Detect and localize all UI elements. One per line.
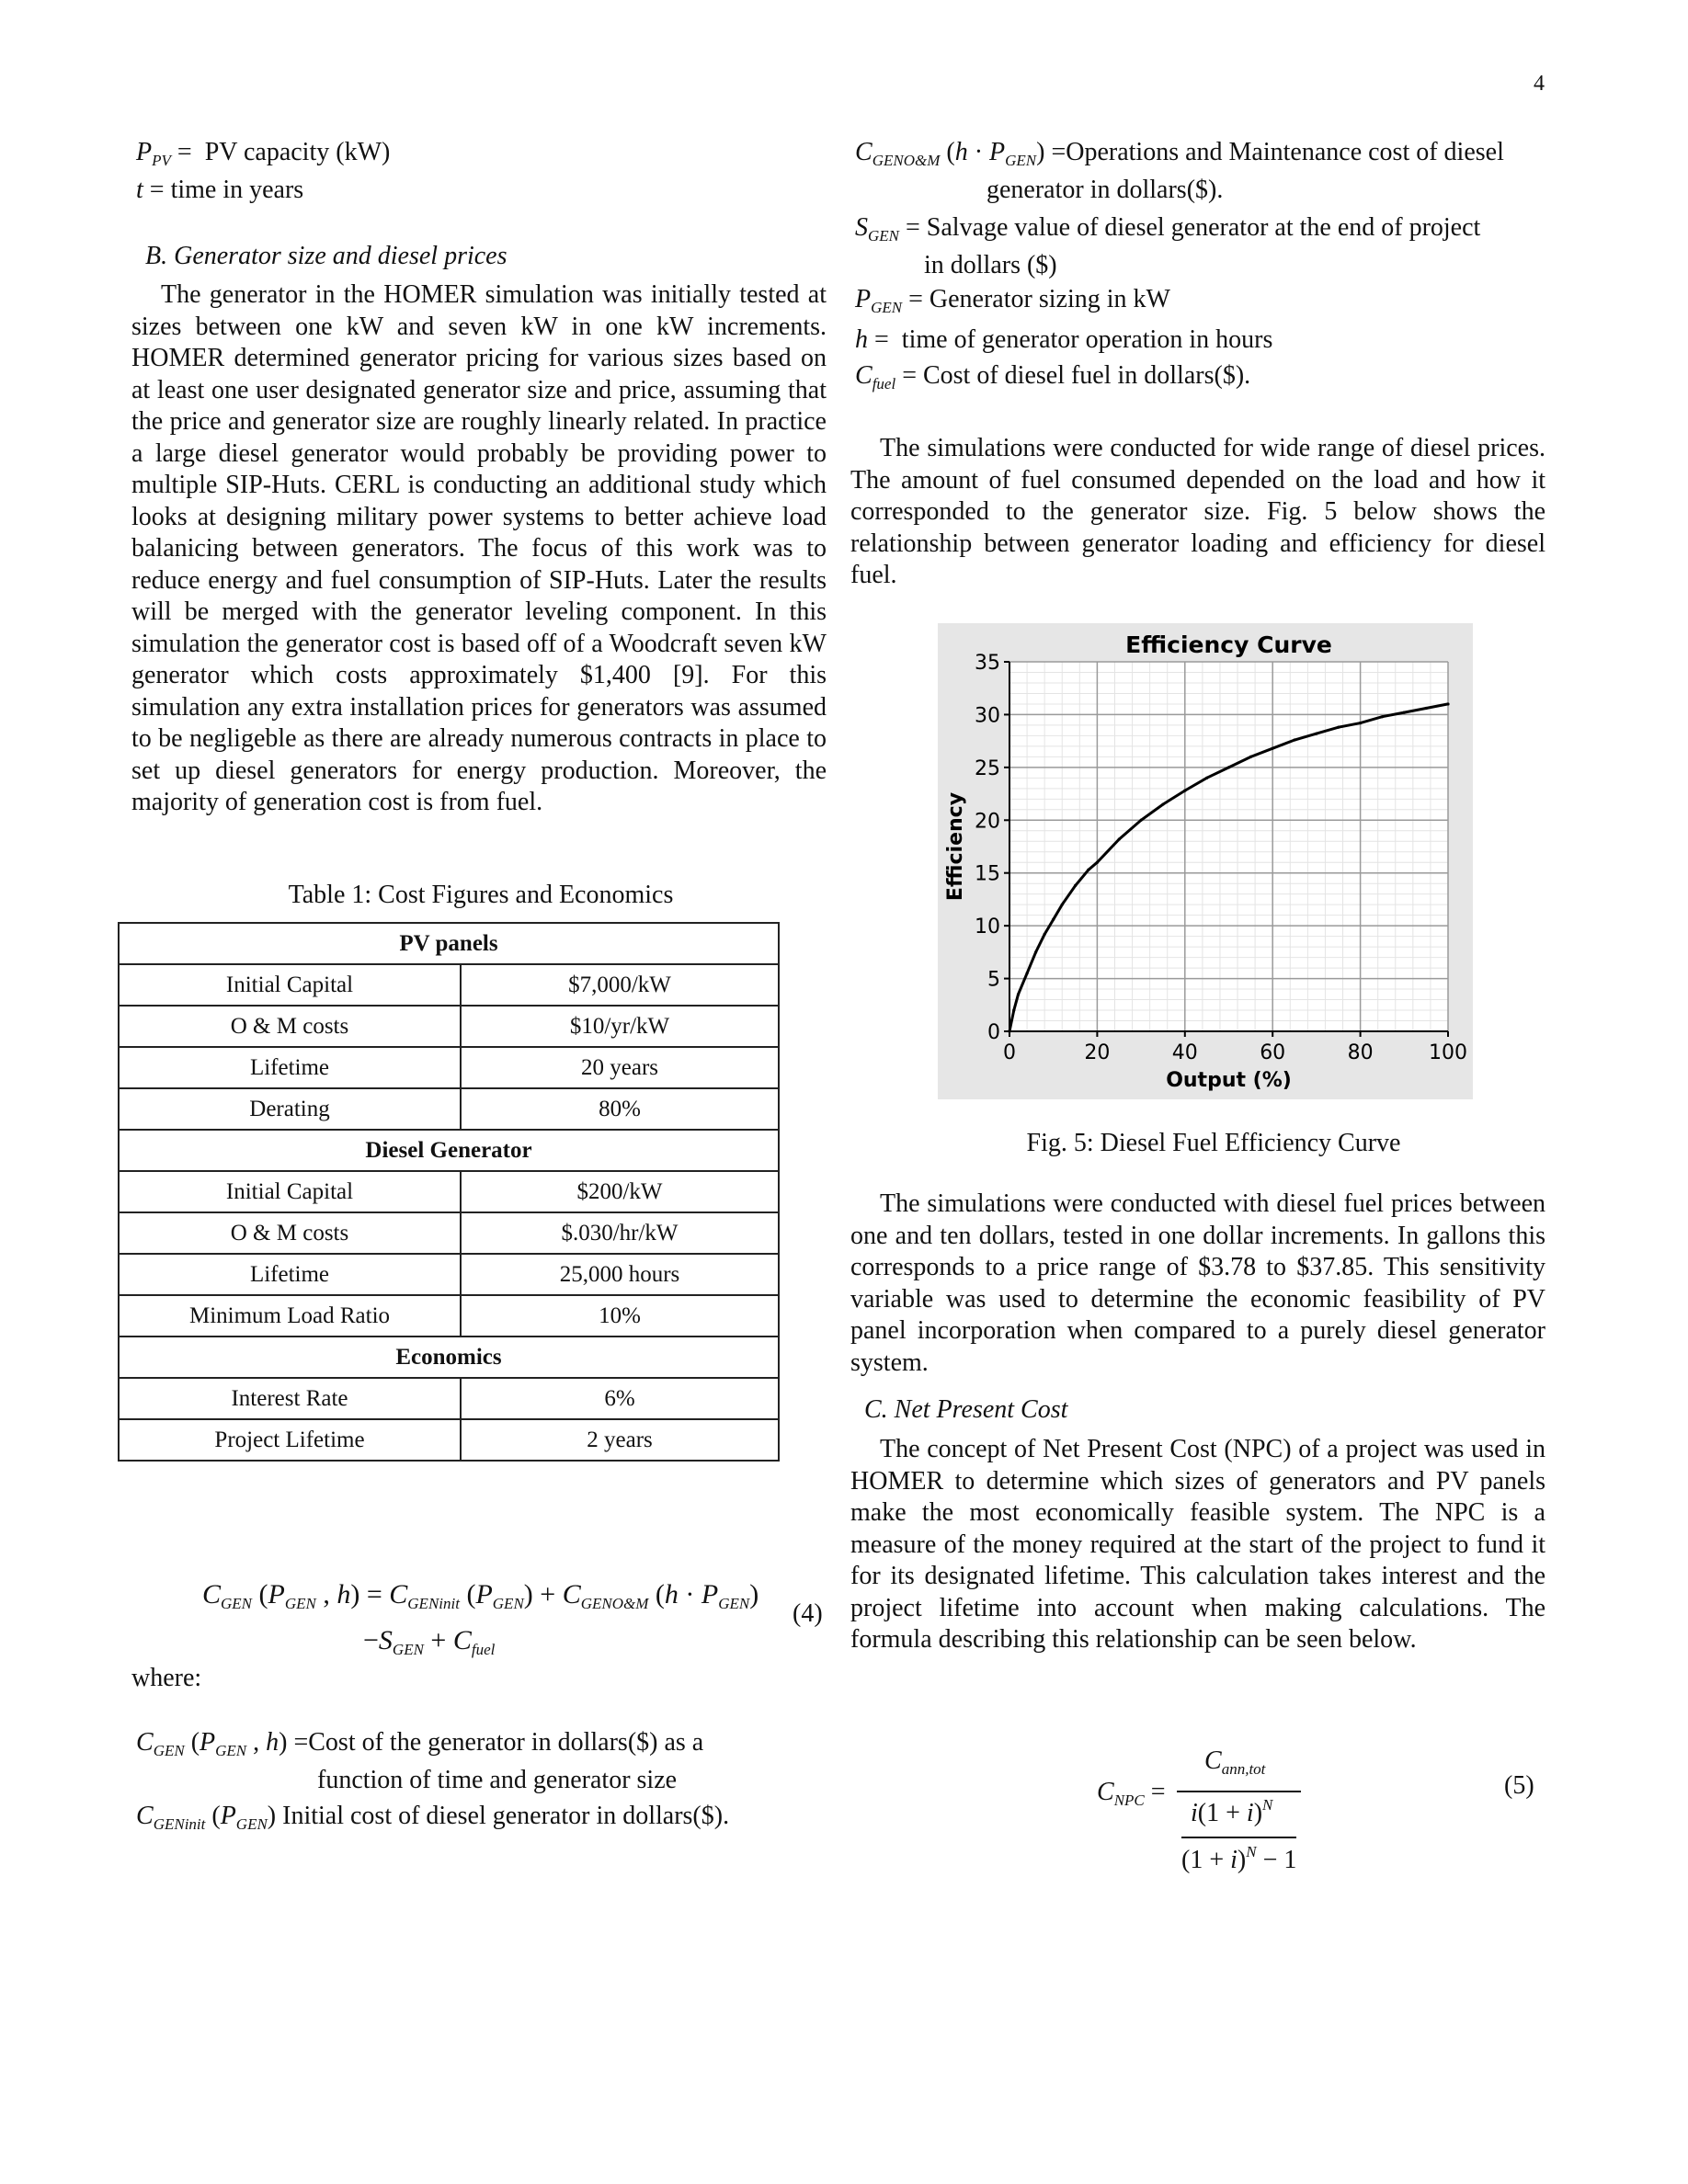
table-cell-value: 6%	[461, 1378, 779, 1419]
efficiency-data-point	[1315, 733, 1317, 735]
efficiency-data-point	[1008, 1029, 1010, 1032]
page-number: 4	[1534, 72, 1545, 96]
table-cell-value: $200/kW	[461, 1171, 779, 1212]
efficiency-data-point	[1425, 707, 1428, 710]
table-cell-value: 80%	[461, 1088, 779, 1130]
efficiency-data-point	[1183, 790, 1186, 792]
efficiency-data-point	[1161, 802, 1164, 805]
x-tick-label: 100	[1429, 1041, 1467, 1064]
eq5-outer-fraction-bar	[1177, 1791, 1301, 1792]
efficiency-data-point	[1025, 972, 1028, 974]
y-tick-label: 35	[975, 652, 1000, 675]
x-tick-label: 40	[1171, 1041, 1198, 1064]
chart-title: Efficiency Curve	[1125, 631, 1332, 658]
table-cell-value: 10%	[461, 1295, 779, 1337]
efficiency-data-point	[1446, 702, 1449, 705]
def-h: h = time of generator operation in hours	[855, 325, 1273, 354]
efficiency-data-point	[1052, 918, 1055, 921]
table-cell-value: 2 years	[461, 1419, 779, 1461]
fuel-paragraph: The simulations were conducted for wide range of diesel prices. The amount of fuel consumed depended on the load and how it corresponded to the generator size. Fig. 5 below shows the relationship between generator loading and efficiency for diesel fuel.	[850, 434, 1545, 589]
section-c-heading: C. Net Present Cost	[864, 1395, 1068, 1424]
table-row	[119, 1047, 779, 1088]
efficiency-data-point	[1034, 950, 1037, 953]
efficiency-data-point	[1359, 722, 1362, 724]
def-t: t = time in years	[136, 176, 304, 204]
efficiency-data-point	[1061, 904, 1064, 906]
table-row	[119, 964, 779, 1006]
table-section-header-cell: PV panels	[119, 923, 779, 964]
efficiency-data-point	[1381, 715, 1384, 718]
x-axis-label: Output (%)	[1166, 1069, 1292, 1092]
efficiency-data-point	[1074, 884, 1077, 887]
def-cgen-cont: function of time and generator size	[317, 1766, 678, 1794]
table-cell-value: $.030/hr/kW	[461, 1212, 779, 1254]
equation-4-line1: $C_{GEN}$ ($P_{GEN}$ , $h) = C_{GENinit}$ $(P_{GEN}) + C_{GENO\&M}$ $(h \cdot P_{GEN})$	[202, 1579, 759, 1612]
table-cell-value: $10/yr/kW	[461, 1006, 779, 1047]
table-cell-label: Lifetime	[119, 1254, 461, 1295]
y-tick-label: 15	[975, 862, 1000, 886]
section-c-paragraph: The concept of Net Present Cost (NPC) of a project was used in HOMER to determine which sizes of generators and PV panels make the most economically feasible system. The NPC is a measure of the money required at the start of the project to fund it for its designated lifetime. This calculation takes interest and the project lifetime into account when making calculations. The formula describing this relationship can be seen below.	[850, 1435, 1545, 1654]
def-cgenom: $C_{GENO\&M}$ $(h \cdot P_{GEN})$ =Operations and Maintenance cost of diesel	[855, 138, 1504, 169]
cost-table	[118, 922, 780, 1462]
y-tick-label: 0	[987, 1021, 1000, 1044]
eq5-inner-numerator: $i(1 + i)^N$	[1191, 1796, 1273, 1827]
y-axis-label: Efficiency	[944, 791, 967, 902]
section-b-body	[131, 279, 827, 819]
table-cell-label: O & M costs	[119, 1212, 461, 1254]
table-cell-label: Initial Capital	[119, 964, 461, 1006]
where-label: where:	[131, 1664, 202, 1692]
x-tick-label: 0	[1003, 1041, 1016, 1064]
equation-5	[1089, 1746, 1310, 1884]
efficiency-chart-svg	[938, 623, 1473, 1099]
efficiency-data-point	[1096, 861, 1099, 864]
table1-caption: Table 1: Cost Figures and Economics	[288, 881, 674, 909]
efficiency-data-point	[1249, 756, 1252, 758]
equation-4-line2: $-S_{GEN} + C_{fuel}$	[363, 1625, 496, 1658]
table-row	[119, 1378, 779, 1419]
table-cell-label: Derating	[119, 1088, 461, 1130]
x-tick-label: 20	[1084, 1041, 1111, 1064]
table-section-header	[119, 923, 779, 964]
def-sgen: $S_{GEN}$ = Salvage value of diesel generator at the end of project	[855, 213, 1481, 245]
def-ppv: $P_{PV}$ = PV capacity (kW)	[136, 138, 391, 169]
efficiency-data-point	[1205, 777, 1208, 779]
table-cell-label: Initial Capital	[119, 1171, 461, 1212]
cost-table-container	[118, 922, 780, 1462]
table-row	[119, 1171, 779, 1212]
equation-4-number: (4)	[793, 1599, 823, 1628]
def-cgen: $C_{GEN}$ ($P_{GEN}$ , h) =Cost of the generator in dollars($) as a	[136, 1728, 704, 1759]
efficiency-data-point	[1012, 1008, 1015, 1011]
table-cell-label: Minimum Load Ratio	[119, 1295, 461, 1337]
efficiency-data-point	[1293, 738, 1295, 741]
right-paragraph-1	[850, 433, 1545, 592]
efficiency-data-point	[1337, 726, 1340, 729]
table-row	[119, 1254, 779, 1295]
table-cell-value: 25,000 hours	[461, 1254, 779, 1295]
def-sgen-cont: in dollars ($)	[924, 251, 1057, 279]
y-tick-label: 20	[975, 810, 1000, 834]
def-cfuel: $C_{fuel}$ = Cost of diesel fuel in dollars($).	[855, 361, 1251, 392]
table-cell-value: 20 years	[461, 1047, 779, 1088]
eq5-inner-denominator: $(1 + i)^N - 1$	[1181, 1843, 1297, 1874]
efficiency-data-point	[1403, 711, 1406, 714]
table-section-header-cell: Economics	[119, 1337, 779, 1378]
eq5-inner-fraction-bar	[1181, 1837, 1296, 1838]
x-tick-label: 60	[1260, 1041, 1286, 1064]
y-tick-label: 25	[975, 756, 1000, 780]
table-cell-value: $7,000/kW	[461, 964, 779, 1006]
efficiency-data-point	[1272, 747, 1274, 750]
table-row	[119, 1295, 779, 1337]
eq5-numerator: $C_{ann,tot}$	[1204, 1746, 1266, 1778]
section-b-heading: B. Generator size and diesel prices	[145, 242, 508, 270]
equation-5-number: (5)	[1504, 1771, 1534, 1800]
efficiency-data-point	[1017, 993, 1020, 995]
table-section-header	[119, 1130, 779, 1171]
efficiency-data-point	[1140, 819, 1143, 822]
table-row	[119, 1006, 779, 1047]
table-section-header-cell: Diesel Generator	[119, 1130, 779, 1171]
figure5-caption: Fig. 5: Diesel Fuel Efficiency Curve	[1026, 1129, 1401, 1157]
right-paragraph-2	[850, 1189, 1545, 1379]
def-cgenom-cont: generator in dollars($).	[987, 176, 1224, 204]
table-cell-label: Interest Rate	[119, 1378, 461, 1419]
def-pgen: $P_{GEN}$ = Generator sizing in kW	[855, 285, 1170, 316]
def-cgeninit: $C_{GENinit}$ $(P_{GEN})$ Initial cost of diesel generator in dollars($).	[136, 1802, 730, 1833]
x-tick-label: 80	[1347, 1041, 1374, 1064]
efficiency-data-point	[1087, 869, 1089, 871]
table-section-header	[119, 1337, 779, 1378]
efficiency-data-point	[1044, 933, 1046, 936]
table-cell-label: Project Lifetime	[119, 1419, 461, 1461]
table-cell-label: O & M costs	[119, 1006, 461, 1047]
section-c-body	[850, 1434, 1545, 1656]
fuel-price-paragraph: The simulations were conducted with diesel fuel prices between one and ten dollars, tested in one dollar increments. In gallons this corresponds to a price range of $3.78 to $37.85. This sensitivity variable was used to determine the economic feasibility of PV panel incorporation when compared to a purely diesel generator system.	[850, 1189, 1545, 1377]
y-tick-label: 5	[987, 968, 1000, 992]
table-row	[119, 1419, 779, 1461]
efficiency-chart	[938, 623, 1473, 1099]
section-b-paragraph: The generator in the HOMER simulation was initially tested at sizes between one kW and seven kW in one kW increments. HOMER determined generator pricing for various sizes based on at least one user designated generator size and price, assuming that the price and generator size are roughly linearly related. In practice a large diesel generator would probably be providing power to multiple SIP-Huts. CERL is conducting an additional study which looks at designing military power systems to better achieve load balanicing between generators. The focus of this work was to reduce energy and fuel consumption of SIP-Huts. Later the results will be merged with the generator leveling component. In this simulation the generator cost is based off of a Woodcraft seven kW generator which costs approximately $1,400 [9]. For this simulation any extra installation prices for generators was assumed to be negligeble as there are already numerous contracts in place to set up diesel generators for energy production. Moreover, the majority of generation cost is from fuel.	[131, 280, 827, 816]
efficiency-data-point	[1118, 837, 1121, 840]
y-tick-label: 30	[975, 704, 1000, 728]
y-tick-label: 10	[975, 916, 1000, 939]
table-row	[119, 1212, 779, 1254]
table-cell-label: Lifetime	[119, 1047, 461, 1088]
table-row	[119, 1088, 779, 1130]
eq5-lhs: $C_{NPC}$ =	[1097, 1778, 1166, 1809]
efficiency-data-point	[1227, 766, 1230, 768]
